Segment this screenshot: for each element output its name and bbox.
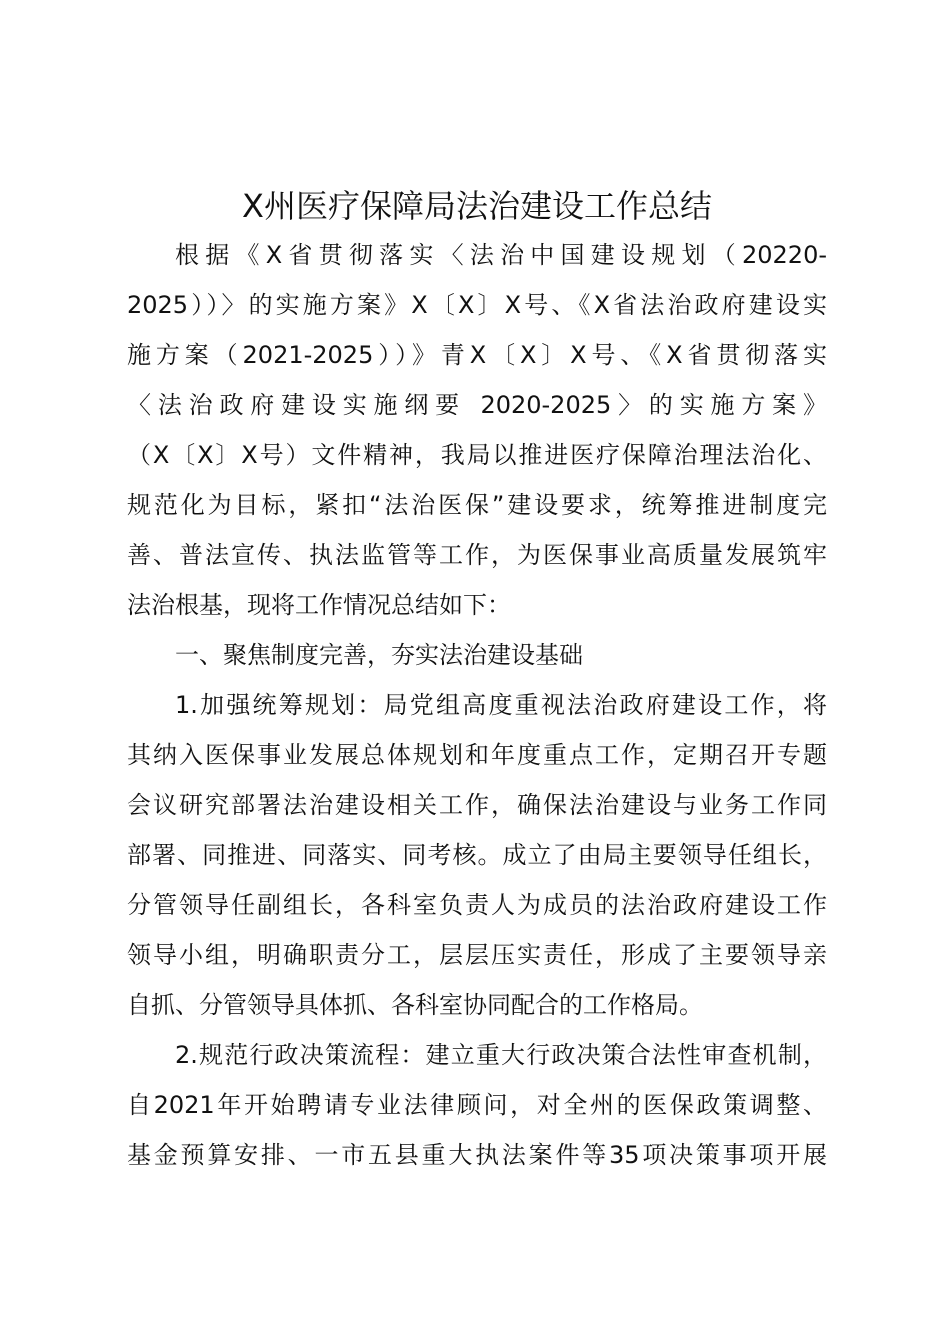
item1-line: 自抓、分管领导具体抓、各科室协同配合的工作格局。	[127, 991, 703, 1019]
document-body	[127, 230, 827, 1180]
intro-line: 施方案（2021-2025））》青X〔X〕X号、《X省贯彻落实	[127, 341, 827, 369]
item1-line: 部署、同推进、同落实、同考核。成立了由局主要领导任组长，	[127, 841, 827, 869]
intro-line: （X〔X〕X号）文件精神，我局以推进医疗保障治理法治化、	[127, 441, 827, 469]
item2-line: 基金预算安排、一市五县重大执法案件等35项决策事项开展	[127, 1141, 827, 1169]
item2-line: 2.规范行政决策流程：建立重大行政决策合法性审查机制，	[175, 1041, 827, 1069]
intro-line: 2025））〉的实施方案》X〔X〕X号、《X省法治政府建设实	[127, 291, 827, 319]
intro-line: 法治根基，现将工作情况总结如下：	[127, 591, 511, 619]
section1-heading: 一、聚焦制度完善，夯实法治建设基础	[175, 641, 583, 669]
item2-line: 自2021年开始聘请专业法律顾问，对全州的医保政策调整、	[127, 1091, 827, 1119]
item1-paragraph	[127, 680, 827, 1030]
intro-line: 〈法治政府建设实施纲要 2020-2025〉的实施方案》	[127, 391, 827, 419]
intro-line: 根据《X省贯彻落实〈法治中国建设规划（20220-	[175, 241, 827, 269]
item1-line: 会议研究部署法治建设相关工作，确保法治建设与业务工作同	[127, 791, 827, 819]
item1-line: 1.加强统筹规划：局党组高度重视法治政府建设工作，将	[175, 691, 827, 719]
intro-line: 善、普法宣传、执法监管等工作，为医保事业高质量发展筑牢	[127, 541, 827, 569]
intro-paragraph	[127, 230, 827, 630]
section-heading	[127, 630, 827, 680]
item1-line: 其纳入医保事业发展总体规划和年度重点工作，定期召开专题	[127, 741, 827, 769]
item2-paragraph	[127, 1030, 827, 1180]
intro-line: 规范化为目标，紧扣“法治医保”建设要求，统筹推进制度完	[127, 491, 827, 519]
item1-line: 分管领导任副组长，各科室负责人为成员的法治政府建设工作	[127, 891, 827, 919]
document-title: X州医疗保障局法治建设工作总结	[242, 187, 712, 225]
item1-line: 领导小组，明确职责分工，层层压实责任，形成了主要领导亲	[127, 941, 827, 969]
